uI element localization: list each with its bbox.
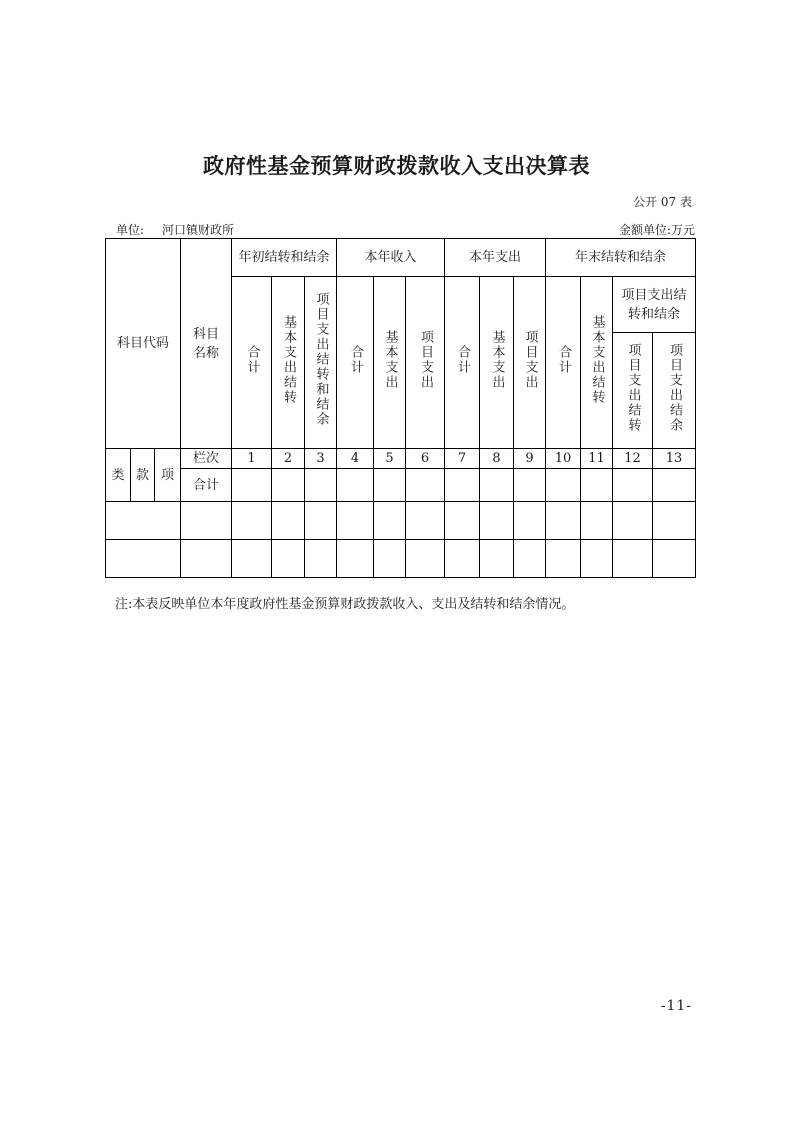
table-note: 注:本表反映单位本年度政府性基金预算财政拨款收入、支出及结转和结余情况。: [115, 597, 575, 612]
table-cell: [337, 502, 374, 540]
table-cell: [613, 469, 653, 502]
col-number: 13: [653, 449, 696, 469]
table-cell: [374, 540, 406, 578]
table-cell: [581, 502, 613, 540]
table-cell: [374, 469, 406, 502]
income-total-header: 合计: [337, 277, 374, 449]
table-row: [106, 502, 696, 540]
table-cell: [546, 540, 581, 578]
subject-name-header: 科目名称: [181, 239, 232, 449]
form-number: 公开 07 表: [633, 195, 692, 209]
group-current-expense: 本年支出: [445, 239, 546, 277]
end-project-group-header: 项目支出结转和结余: [613, 277, 696, 333]
table-cell: [445, 540, 480, 578]
col-number: 9: [514, 449, 546, 469]
table-cell: [653, 540, 696, 578]
expense-basic-header: 基本支出: [480, 277, 514, 449]
table-row: [106, 540, 696, 578]
table-cell: [445, 502, 480, 540]
end-project-carry-header: 项目支出结转: [613, 333, 653, 449]
table-cell: [581, 469, 613, 502]
table-cell: [232, 540, 272, 578]
table-cell: [232, 469, 272, 502]
col-number: 8: [480, 449, 514, 469]
section-header: 款: [131, 449, 155, 502]
table-cell: [337, 540, 374, 578]
budget-table: [105, 238, 696, 578]
table-cell: [514, 540, 546, 578]
table-cell: [106, 502, 181, 540]
table-cell: [406, 469, 445, 502]
table-cell: [181, 540, 232, 578]
table-cell: [272, 502, 305, 540]
page-number: -11-: [660, 998, 692, 1014]
subject-code-header: 科目代码: [106, 239, 181, 449]
expense-project-header: 项目支出: [514, 277, 546, 449]
unit-line: [116, 221, 234, 238]
col-number: 4: [337, 449, 374, 469]
income-project-header: 项目支出: [406, 277, 445, 449]
table-cell: [406, 540, 445, 578]
unit-label: 单位:: [116, 223, 145, 237]
table-cell: [305, 502, 337, 540]
col-number: 5: [374, 449, 406, 469]
group-ending-balance: 年末结转和结余: [546, 239, 696, 277]
col-number: 11: [581, 449, 613, 469]
table-cell: [514, 469, 546, 502]
col-number: 12: [613, 449, 653, 469]
unit-value: 河口镇财政所: [162, 223, 235, 237]
table-cell: [480, 502, 514, 540]
table-cell: [181, 502, 232, 540]
table-cell: [305, 540, 337, 578]
table-cell: [613, 502, 653, 540]
table-cell: [374, 502, 406, 540]
table-cell: [445, 469, 480, 502]
table-cell: [272, 540, 305, 578]
table-cell: [653, 469, 696, 502]
table-cell: [653, 502, 696, 540]
total-row-label: 合计: [181, 469, 232, 502]
item-header: 项: [155, 449, 181, 502]
table-cell: [581, 540, 613, 578]
page-title: 政府性基金预算财政拨款收入支出决算表: [203, 154, 590, 178]
col-number: 2: [272, 449, 305, 469]
expense-total-header: 合计: [445, 277, 480, 449]
col-number: 1: [232, 449, 272, 469]
amount-unit: 金额单位:万元: [618, 223, 695, 237]
class-header: 类: [106, 449, 131, 502]
table-cell: [546, 502, 581, 540]
table-cell: [480, 540, 514, 578]
end-basic-header: 基本支出结转: [581, 277, 613, 449]
row-number-label: 栏次: [181, 449, 232, 469]
begin-total-header: 合计: [232, 277, 272, 449]
table-cell: [272, 469, 305, 502]
table-cell: [337, 469, 374, 502]
table-cell: [514, 502, 546, 540]
end-total-header: 合计: [546, 277, 581, 449]
col-number: 10: [546, 449, 581, 469]
table-cell: [406, 502, 445, 540]
end-project-surplus-header: 项目支出结余: [653, 333, 696, 449]
group-current-income: 本年收入: [337, 239, 445, 277]
col-number: 6: [406, 449, 445, 469]
col-number: 7: [445, 449, 480, 469]
col-number: 3: [305, 449, 337, 469]
begin-project-header: 项目支出结转和结余: [305, 277, 337, 449]
table-cell: [613, 540, 653, 578]
table-cell: [232, 502, 272, 540]
table-cell: [106, 540, 181, 578]
table-cell: [305, 469, 337, 502]
table-cell: [480, 469, 514, 502]
table-cell: [546, 469, 581, 502]
group-beginning-balance: 年初结转和结余: [232, 239, 337, 277]
begin-basic-header: 基本支出结转: [272, 277, 305, 449]
income-basic-header: 基本支出: [374, 277, 406, 449]
